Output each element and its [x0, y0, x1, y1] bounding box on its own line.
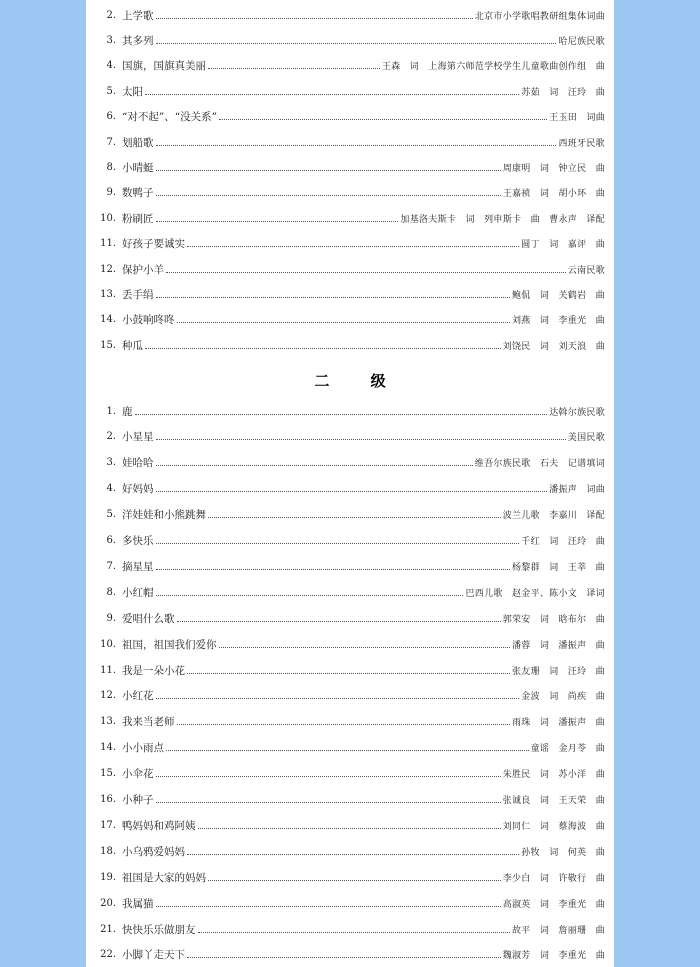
- song-credit: 李少白 词 许敬行 曲: [502, 873, 605, 884]
- entry-number: 7.: [106, 136, 116, 148]
- dot-leader: [145, 344, 501, 349]
- song-title: 鸭妈妈和鸡阿姨: [122, 819, 196, 832]
- entry-number: 14.: [100, 742, 116, 754]
- entry-number: 9.: [106, 187, 116, 199]
- song-credit: 朱胜民 词 苏小洋 曲: [502, 770, 605, 781]
- entry-number: 10.: [100, 638, 116, 650]
- song-entry: [96, 6, 605, 24]
- dot-leader: [156, 461, 473, 466]
- song-credit: 北京市小学歌唱教研组集体词曲: [474, 11, 605, 22]
- song-credit: 高淑英 词 李重光 曲: [502, 899, 605, 910]
- song-credit: 郭荣安 词 晗布尔 曲: [502, 614, 605, 625]
- dot-leader: [177, 720, 510, 725]
- entry-number: 4.: [106, 483, 116, 495]
- entry-number: 11.: [100, 238, 116, 250]
- song-credit: 王森 词 上海第六师范学校学生儿童歌曲创作组 曲: [381, 62, 605, 73]
- song-title: 上学歌: [122, 9, 154, 22]
- entry-number: 14.: [100, 314, 116, 326]
- dot-leader: [156, 217, 399, 222]
- entry-number: 13.: [100, 288, 116, 300]
- song-credit: 张友珊 词 汪玲 曲: [511, 666, 605, 677]
- dot-leader: [156, 14, 473, 19]
- song-entry: [96, 480, 605, 498]
- song-title: 祖国，祖国我们爱你: [122, 638, 217, 651]
- song-entry: [96, 260, 605, 278]
- song-credit: 美国民歌: [567, 433, 605, 444]
- dot-leader: [156, 902, 501, 907]
- song-title: 小星星: [122, 431, 154, 444]
- dot-leader: [198, 824, 501, 829]
- song-entry: [96, 816, 605, 834]
- dot-leader: [156, 166, 501, 171]
- song-title: 小鼓响咚咚: [122, 314, 175, 327]
- song-title: 保护小羊: [122, 263, 164, 276]
- song-credit: 圆丁 词 嘉评 曲: [521, 240, 605, 251]
- song-title: 好孩子要诚实: [122, 238, 185, 251]
- dot-leader: [156, 435, 566, 440]
- song-credit: 哈尼族民歌: [558, 36, 605, 47]
- dot-leader: [166, 268, 566, 273]
- dot-leader: [198, 928, 510, 933]
- song-entry: [96, 402, 605, 420]
- song-title: 我来当老师: [122, 716, 175, 729]
- song-entry: [96, 57, 605, 75]
- song-title: 小种子: [122, 794, 154, 806]
- entry-number: 12.: [100, 263, 116, 275]
- song-entry: [96, 609, 605, 627]
- song-entry: [96, 661, 605, 679]
- entry-number: 3.: [106, 457, 116, 469]
- song-credit: 孙牧 词 何英 曲: [521, 847, 605, 858]
- dot-leader: [177, 318, 510, 323]
- song-title: 我属猫: [122, 897, 154, 910]
- song-credit: 刘饶民 词 刘天浪 曲: [502, 341, 605, 352]
- song-entry: [96, 687, 605, 705]
- entry-number: 19.: [100, 871, 116, 883]
- song-title: 丢手绢: [122, 288, 154, 301]
- entry-number: 9.: [106, 612, 116, 624]
- song-title: “对不起”、“没关系”: [122, 111, 217, 124]
- song-title: 祖国是大家的妈妈: [122, 871, 206, 884]
- entry-number: 1.: [106, 405, 116, 417]
- song-title: 鹿: [122, 405, 133, 418]
- song-credit: 苏茹 词 汪玲 曲: [521, 87, 605, 98]
- song-credit: 鲍侃 词 关鹤岩 曲: [511, 290, 605, 301]
- entry-number: 17.: [100, 819, 116, 831]
- song-entry: [96, 285, 605, 303]
- entry-number: 22.: [100, 949, 116, 961]
- dot-leader: [135, 410, 548, 415]
- song-entry: [96, 739, 605, 757]
- song-credit: 维吾尔族民歌 石夫 记谱填词: [474, 459, 605, 470]
- song-entry: [96, 235, 605, 253]
- entry-number: 8.: [106, 586, 116, 598]
- song-credit: 故平 词 詹丽珊 曲: [511, 925, 605, 936]
- entry-number: 5.: [106, 85, 116, 97]
- song-entry: [96, 158, 605, 176]
- dot-leader: [145, 90, 519, 95]
- song-title: 好妈妈: [122, 483, 154, 496]
- dot-leader: [156, 487, 548, 492]
- song-title: 摘星星: [122, 560, 154, 573]
- song-entry: [96, 108, 605, 126]
- song-title: 娃哈哈: [122, 457, 154, 470]
- dot-leader: [156, 798, 501, 803]
- song-entry: [96, 209, 605, 227]
- entry-number: 3.: [106, 34, 116, 46]
- dot-leader: [156, 591, 464, 596]
- song-title: 小乌鸦爱妈妈: [122, 845, 185, 858]
- song-entry: [96, 920, 605, 938]
- dot-leader: [156, 141, 557, 146]
- song-title: 数鸭子: [122, 187, 154, 200]
- song-credit: 加基洛夫斯卡 词 列申斯卡 曲 曹永声 译配: [400, 214, 605, 225]
- section-heading-level-2: 二 级: [314, 372, 404, 390]
- song-credit: 西班牙民歌: [558, 138, 605, 149]
- song-entry: [96, 894, 605, 912]
- dot-leader: [156, 39, 557, 44]
- entry-number: 8.: [106, 161, 116, 173]
- dot-leader: [156, 293, 510, 298]
- song-title: 国旗，国旗真美丽: [122, 60, 206, 73]
- entry-number: 2.: [106, 431, 116, 443]
- dot-leader: [156, 191, 501, 196]
- dot-leader: [156, 772, 501, 777]
- song-entry: [96, 842, 605, 860]
- entry-number: 15.: [100, 768, 116, 780]
- dot-leader: [156, 694, 520, 699]
- song-title: 小红花: [122, 690, 154, 703]
- song-credit: 杨黎群 词 王莘 曲: [511, 562, 605, 573]
- song-credit: 童谣 金月苓 曲: [530, 744, 605, 755]
- song-title: 小脚丫走天下: [122, 949, 185, 962]
- entry-number: 16.: [100, 794, 116, 805]
- song-credit: 雨珠 词 潘振声 曲: [511, 718, 605, 729]
- entry-number: 2.: [106, 9, 116, 21]
- song-credit: 达斡尔族民歌: [549, 407, 605, 418]
- song-credit: 云南民歌: [567, 265, 605, 276]
- entry-number: 6.: [106, 111, 116, 123]
- entry-number: 12.: [100, 690, 116, 702]
- song-title: 粉刷匠: [122, 212, 154, 225]
- dot-leader: [187, 242, 519, 247]
- song-entry: [96, 82, 605, 100]
- song-entry: [96, 946, 605, 964]
- dot-leader: [187, 669, 510, 674]
- song-title: 小晴蜓: [122, 161, 154, 174]
- book-page: [86, 0, 614, 967]
- entry-number: 18.: [100, 845, 116, 857]
- dot-leader: [208, 876, 501, 881]
- song-credit: 波兰儿歌 李嘉川 译配: [502, 511, 605, 522]
- song-credit: 周康明 词 钟立民 曲: [502, 163, 605, 174]
- song-credit: 刘同仁 词 蔡海波 曲: [502, 821, 605, 832]
- entry-number: 10.: [100, 212, 116, 224]
- song-entry: [96, 31, 605, 49]
- song-title: 快快乐乐做朋友: [122, 923, 196, 936]
- song-title: 太阳: [122, 85, 143, 98]
- song-credit: 金波 词 尚疾 曲: [521, 692, 605, 703]
- song-entry: [96, 532, 605, 550]
- dot-leader: [219, 115, 547, 120]
- song-credit: 千红 词 汪玲 曲: [521, 537, 605, 547]
- song-title: 多快乐: [122, 535, 154, 547]
- song-title: 其多列: [122, 34, 154, 47]
- dot-leader: [187, 953, 501, 958]
- song-entry: [96, 428, 605, 446]
- dot-leader: [156, 565, 510, 570]
- song-credit: 魏淑芳 词 李重光 曲: [502, 951, 605, 962]
- song-credit: 张诚良 词 王天荣 曲: [502, 796, 605, 806]
- song-entry: [96, 713, 605, 731]
- song-entry: [96, 311, 605, 329]
- song-entry: [96, 765, 605, 783]
- song-title: 小小雨点: [122, 742, 164, 755]
- entry-number: 20.: [100, 897, 116, 909]
- entry-number: 5.: [106, 509, 116, 521]
- song-entry: [96, 133, 605, 151]
- song-title: 小红帽: [122, 586, 154, 599]
- song-title: 洋娃娃和小熊跳舞: [122, 509, 206, 522]
- song-entry: [96, 868, 605, 886]
- song-title: 爱唱什么歌: [122, 612, 175, 625]
- song-credit: 刘燕 词 李重光 曲: [511, 316, 605, 327]
- song-entry: [96, 506, 605, 524]
- song-title: 我是一朵小花: [122, 664, 185, 677]
- entry-number: 7.: [106, 560, 116, 572]
- dot-leader: [208, 64, 380, 69]
- entry-number: 11.: [100, 664, 116, 676]
- song-credit: 王嘉祯 词 胡小环 曲: [502, 189, 605, 200]
- song-credit: 潘蓉 词 潘振声 曲: [511, 640, 605, 651]
- song-entry: [96, 336, 605, 354]
- song-entry: [96, 791, 605, 809]
- dot-leader: [177, 617, 501, 622]
- song-entry: [96, 184, 605, 202]
- song-entry: [96, 583, 605, 601]
- song-entry: [96, 557, 605, 575]
- song-title: 种瓜: [122, 339, 143, 352]
- dot-leader: [166, 746, 529, 751]
- entry-number: 6.: [106, 535, 116, 546]
- entry-number: 21.: [100, 923, 116, 935]
- dot-leader: [208, 513, 501, 518]
- song-entry: [96, 454, 605, 472]
- song-credit: 王玉田 词曲: [549, 113, 605, 124]
- dot-leader: [187, 850, 519, 855]
- entry-number: 13.: [100, 716, 116, 728]
- song-credit: 巴西儿歌 赵金平、陈小文 译词: [465, 588, 605, 599]
- song-title: 小伞花: [122, 768, 154, 781]
- song-title: 划船歌: [122, 136, 154, 149]
- dot-leader: [156, 539, 520, 544]
- song-credit: 潘振声 词曲: [549, 485, 605, 496]
- dot-leader: [219, 643, 510, 648]
- entry-number: 4.: [106, 60, 116, 72]
- song-entry: [96, 635, 605, 653]
- entry-number: 15.: [100, 339, 116, 351]
